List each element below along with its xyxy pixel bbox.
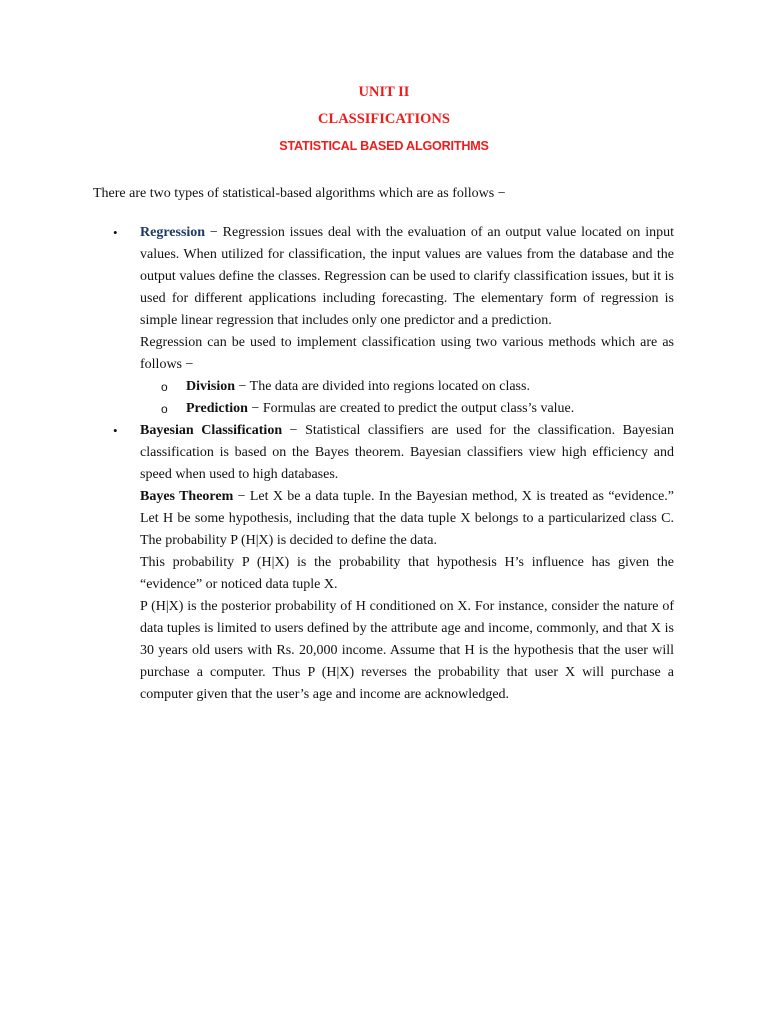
bullet-item-regression — [113, 222, 674, 332]
section-title: CLASSIFICATIONS — [318, 111, 450, 127]
division-term: Division — [186, 379, 236, 394]
intro-paragraph: There are two types of statistical-based algorithms which are as follows − — [93, 186, 506, 201]
regression-term: Regression — [140, 225, 206, 240]
sub-bullet-marker: o — [161, 380, 168, 394]
unit-title: UNIT II — [358, 84, 410, 100]
regression-methods-intro: Regression can be used to implement classification using two various methods which are as follows − — [140, 335, 674, 372]
bullet-list — [113, 222, 675, 706]
bullet-marker: • — [113, 225, 118, 240]
subsection-title: STATISTICAL BASED ALGORITHMS — [279, 139, 489, 153]
posterior-paragraph: P (H|X) is the posterior probability of H conditioned on X. For instance, consider the nature of data tuples is limited to users defined by the attribute age and income, commonly, and that X is 30 years old users with Rs. 20,000 income. Assume that H is the hypothesis that the user will purchase a computer. Thus P (H|X) reverses the probability that user X will purchase a computer given that the user’s age and income are acknowledged. — [140, 599, 674, 702]
regression-text: − Regression issues deal with the evaluation of an output value located on input values. When utilized for classification, the input values are values from the database and the output values define the classes. Regression can be used to clarify classification issues, but it is used for different applications including forecasting. The elementary form of regression is simple linear regression that includes only one predictor and a prediction. — [140, 225, 674, 328]
prediction-text: − Formulas are created to predict the output class’s value. — [247, 401, 575, 416]
sub-item-division — [161, 376, 674, 398]
prediction-term: Prediction — [186, 401, 248, 416]
bayes-theorem-term: Bayes Theorem — [140, 489, 234, 504]
bullet-item-bayesian — [113, 420, 674, 486]
bayesian-text: − Statistical classifiers are used for the classification. Bayesian classification is based on the Bayes theorem. Bayesian classifiers view high efficiency and speed when used to high databases. — [140, 423, 674, 482]
bullet-marker: • — [113, 423, 118, 438]
probability-paragraph: This probability P (H|X) is the probability that hypothesis H’s influence has given the “evidence” or noticed data tuple X. — [140, 555, 674, 592]
sub-bullet-marker: o — [161, 402, 168, 416]
bayes-theorem-paragraph — [140, 486, 674, 552]
sub-item-prediction — [161, 398, 674, 420]
division-text: − The data are divided into regions located on class. — [235, 379, 530, 394]
bayes-theorem-text: − Let X be a data tuple. In the Bayesian method, X is treated as “evidence.” Let H be some hypothesis, including that the data tuple X belongs to a particularized class C. The probability P (H|X) is decided to define the data. — [140, 489, 675, 548]
bayesian-term: Bayesian Classification — [140, 423, 283, 438]
